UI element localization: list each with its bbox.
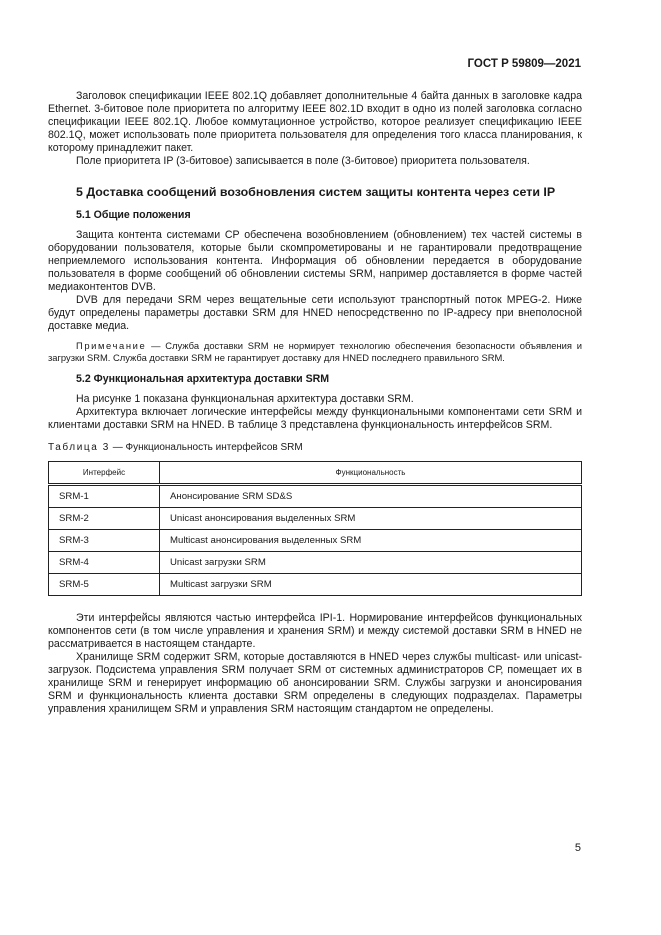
table-cell: Анонсирование SRM SD&S	[160, 485, 582, 508]
note	[48, 340, 582, 364]
table-row	[49, 485, 582, 508]
subsection-heading: 5.2 Функциональная архитектура доставки SRM	[76, 373, 330, 385]
table-row	[49, 574, 582, 596]
paragraph: Архитектура включает логические интерфейсы между функциональными компонентами сети SRM и клиентами доставки SRM на HNED. В таблице 3 представлена функциональность интерфейсов SRM.	[48, 406, 582, 431]
page-content	[48, 90, 582, 716]
table-cell: Multicast загрузки SRM	[160, 574, 582, 596]
table-caption	[48, 441, 582, 454]
note-label: Примечание	[76, 340, 147, 351]
table-cell: SRM-2	[49, 508, 160, 530]
document-header: ГОСТ Р 59809—2021	[467, 58, 581, 70]
table-cell: SRM-3	[49, 530, 160, 552]
table-header-row	[49, 462, 582, 485]
table-header-cell: Функциональность	[160, 462, 582, 485]
table-row	[49, 508, 582, 530]
paragraph: Эти интерфейсы являются частью интерфейса IPI-1. Нормирование интерфейсов функциональных компонентов сети (в том числе управления и хранения SRM) и между системой доставки SRM в HNED не рассматривается в настоящем стандарте.	[48, 612, 582, 650]
paragraph: На рисунке 1 показана функциональная архитектура доставки SRM.	[76, 393, 414, 405]
table-row	[49, 530, 582, 552]
note-text: — Служба доставки SRM не нормирует технологию обеспечения безопасности объявления и загрузки SRM. Служба доставки SRM не гарантирует доставку для HNED последнего правильного SRM.	[48, 340, 582, 363]
paragraph: Заголовок спецификации IEEE 802.1Q добавляет дополнительные 4 байта данных в заголовке кадра Ethernet. 3-битовое поле приоритета по алгоритму IEEE 802.1D входит в одно из полей заголовка согласно спецификации IEEE 802.1Q. Любое коммутационное устройство, которое реализует спецификацию IEEE 802.1Q, может использовать поле приоритета пользователя для определения того класса планирования, к которому принадлежит пакет.	[48, 90, 582, 154]
table-cell: Unicast загрузки SRM	[160, 552, 582, 574]
interfaces-table	[48, 461, 582, 596]
paragraph: Хранилище SRM содержит SRM, которые доставляются в HNED через службы multicast- или unicast-загрузок. Подсистема управления SRM получает SRM от системных администраторов СР, помещает их в хранилище SRM и генерирует информацию об анонсировании SRM. Службы загрузки и анонсирования SRM и функциональность клиента доставки SRM определены в следующих подразделах. Параметры управления хранилищем SRM и управления SRM настоящим стандартом не определены.	[48, 651, 582, 715]
table-header-cell: Интерфейс	[49, 462, 160, 485]
table-cell: Multicast анонсирования выделенных SRM	[160, 530, 582, 552]
paragraph: Поле приоритета IP (3-битовое) записывается в поле (3-битовое) приоритета пользователя.	[76, 155, 530, 167]
table-caption-text: — Функциональность интерфейсов SRM	[109, 442, 303, 453]
subsection-heading: 5.1 Общие положения	[76, 209, 191, 221]
table-cell: SRM-4	[49, 552, 160, 574]
table-row	[49, 552, 582, 574]
table-cell: SRM-1	[49, 485, 160, 508]
table-caption-label: Таблица 3	[48, 442, 110, 453]
page-number: 5	[574, 842, 581, 854]
table-cell: SRM-5	[49, 574, 160, 596]
paragraph: Защита контента системами СР обеспечена возобновлением (обновлением) тех частей системы в оборудовании пользователя, которые были скомпрометированы и не гарантировали предотвращение неприемлемого использования контента. Информация об обновлении передается в оборудование пользователя в форме сообщений об обновлении системы SRM, например доставляется в форме частей медиаконтентов DVB.	[48, 229, 582, 293]
table-cell: Unicast анонсирования выделенных SRM	[160, 508, 582, 530]
section-heading: 5 Доставка сообщений возобновления систем защиты контента через сети IP	[76, 185, 556, 199]
paragraph: DVB для передачи SRM через вещательные сети используют транспортный поток MPEG-2. Ниже будут определены параметры доставки SRM для HNED непосредственно по IP-адресу при внеполосной доставке медиа.	[48, 294, 582, 332]
